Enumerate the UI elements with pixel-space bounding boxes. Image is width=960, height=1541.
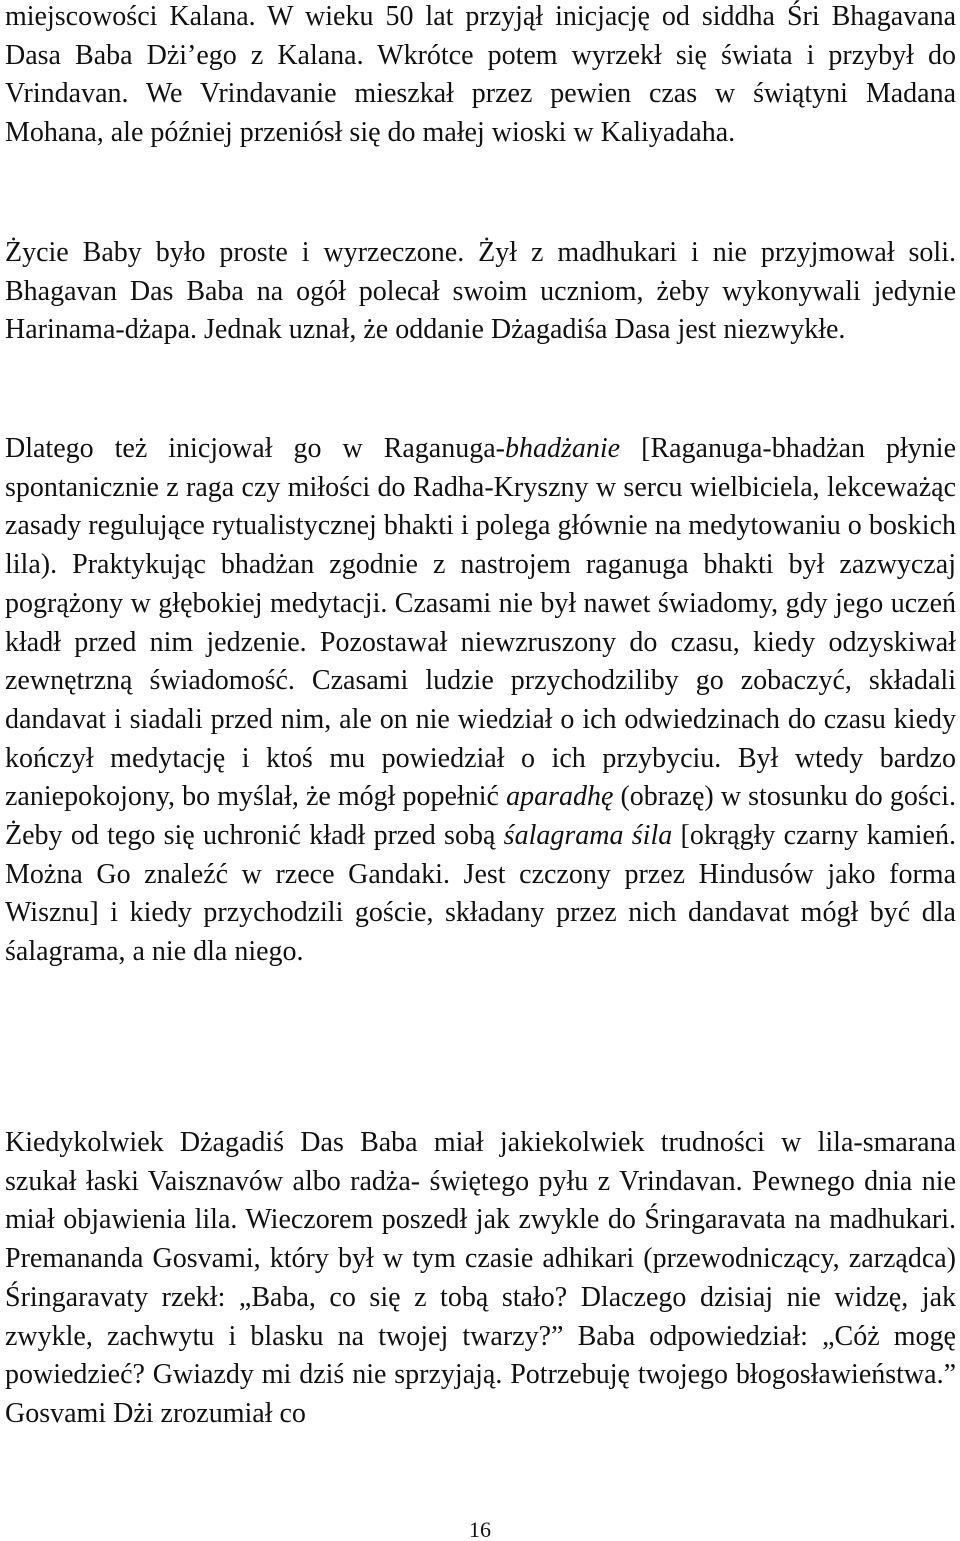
paragraph-3-text xyxy=(5,430,956,972)
paragraph-2-text: Życie Baby było proste i wyrzeczone. Żył z madhukari i nie przyjmował soli. Bhagavan Das Baba na ogół polecał swoim uczniom, żeby wykonywali jedynie Harinama-dżapa. Jednak uznał, że oddanie Dżagadiśa Dasa jest niezwykłe. xyxy=(5,237,956,346)
page-number: 16 xyxy=(469,1517,491,1541)
paragraph-3-run-1: Dlatego też inicjował go w Raganuga- xyxy=(5,433,505,464)
paragraph-2 xyxy=(5,234,956,350)
paragraph-1-text: miejscowości Kalana. W wieku 50 lat przyjął inicjację od siddha Śri Bhagavana Dasa Baba Dżi’ego z Kalana. Wkrótce potem wyrzekł się świata i przybył do Vrindavan. We Vrindavanie mieszkał przez pewien czas w świątyni Madana Mohana, ale później przeniósł się do małej wioski w Kaliyadaha. xyxy=(5,1,956,149)
paragraph-3-run-3: (obrazę) w stosunku do gości. Żeby od tego się uchronić kładł przed sobą xyxy=(5,781,956,852)
paragraph-4 xyxy=(5,1124,956,1434)
paragraph-3-italic-bhadzanie: bhadżanie xyxy=(505,433,621,464)
paragraph-3-run-2: [Raganuga-bhadżan płynie spontanicznie z raga czy miłości do Radha-Kryszny w sercu wielbiciela, lekceważąc zasady regulujące rytualistycznej bhakti i polega głównie na medytowaniu o boskich lila). Praktykując bhadżan zgodnie z nastrojem raganuga bhakti był zazwyczaj pogrążony w głębokiej medytacji. Czasami nie był nawet świadomy, gdy jego uczeń kładł przed nim jedzenie. Pozostawał niewzruszony do czasu, kiedy odzyskiwał zewnętrzną świadomość. Czasami ludzie przychodziliby go zobaczyć, składali dandavat i siadali przed nim, ale on nie wiedział o ich odwiedzinach do czasu kiedy kończył medytację i ktoś mu powiedział o ich przybyciu. Był wtedy bardzo zaniepokojony, bo myślał, że mógł popełnić xyxy=(5,433,956,813)
paragraph-3 xyxy=(5,430,956,972)
paragraph-3-italic-salagrama-sila: śalagrama śila xyxy=(503,820,673,852)
paragraph-4-text: Kiedykolwiek Dżagadiś Das Baba miał jakiekolwiek trudności w lila-smarana szukał łaski Vaisznavów albo radża- świętego pyłu z Vrindavan. Pewnego dnia nie miał objawienia lila. Wieczorem poszedł jak zwykle do Śringaravata na madhukari. Premananda Gosvami, który był w tym czasie adhikari (przewodniczący, zarządca) Śringaravaty rzekł: „Baba, co się z tobą stało? Dlaczego dzisiaj nie widzę, jak zwykle, zachwytu i blasku na twojej twarzy?” Baba odpowiedział: „Cóż mogę powiedzieć? Gwiazdy mi dziś nie sprzyjają. Potrzebuję twojego błogosławieństwa.” Gosvami Dżi zrozumiał co xyxy=(5,1127,956,1429)
paragraph-1 xyxy=(5,0,956,153)
paragraph-3-italic-aparadhe: aparadhę xyxy=(506,781,614,813)
paragraph-3-run-4: [okrągły czarny kamień. Można Go znaleźć w rzece Gandaki. Jest czczony przez Hindusów jako forma Wisznu] i kiedy przychodzili goście, składany przez nich dandavat mógł być dla śalagrama, a nie dla niego. xyxy=(5,820,956,968)
